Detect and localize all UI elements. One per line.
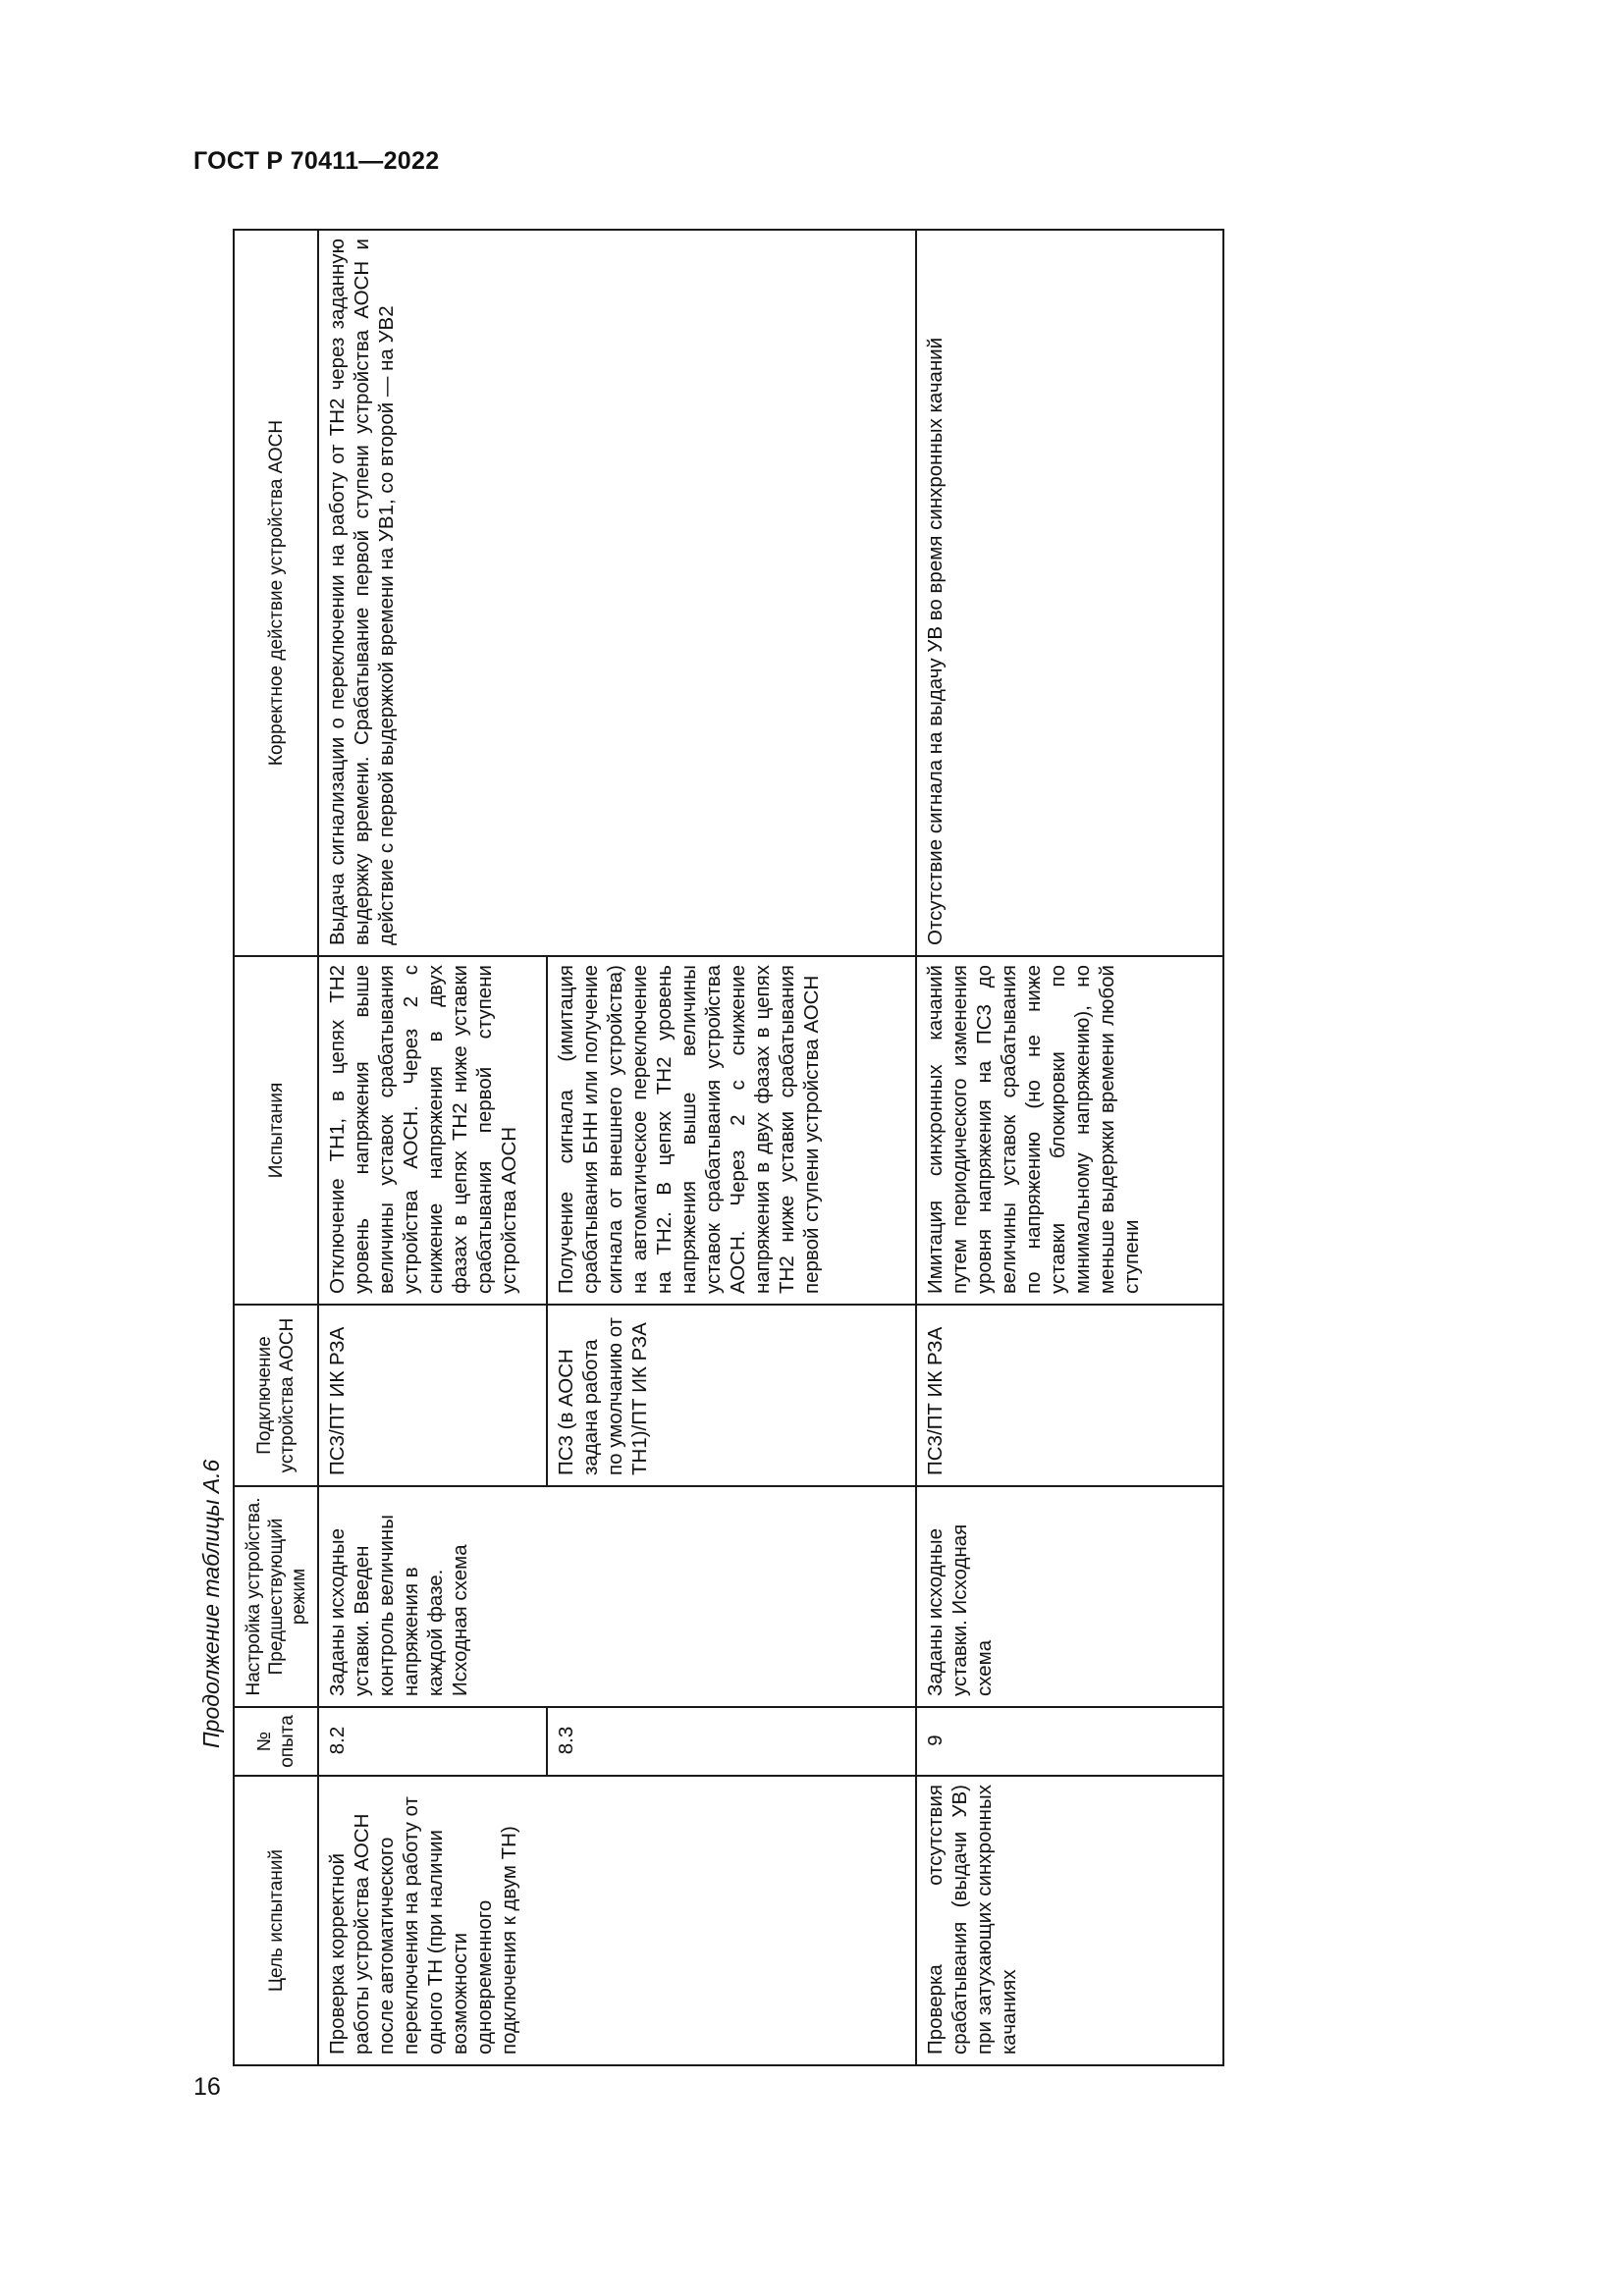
header-connection: Подключение устройства АОСН [234,1305,318,1486]
cell-connection: ПС3/ПТ ИК РЗА [916,1305,1223,1486]
cell-test: Имитация синхронных качаний путем периодического изменения уровня напряжения на ПС3 до величины уставок срабатывания по напряжению (но не ниже уставки блокировки по минимальному напряжению), но меньше выдержки времени любой ступени [916,956,1223,1305]
cell-test: Отключение ТН1, в цепях ТН2 уровень напряжения выше величины уставок срабатывания устройства АОСН. Через 2 с снижение напряжения в двух фазах в цепях ТН2 ниже уставки срабатывания первой ступени устройства АОСН [318,956,547,1305]
cell-setup: Заданы исходные уставки. Введен контроль величины напряжения в каждой фазе. Исходная схема [318,1486,916,1707]
table-row [916,230,1223,2065]
header-setup: Настройка устройства. Предшествующий режим [234,1486,318,1707]
table-row [318,230,547,2065]
cell-connection: ПС3 (в АОСН задана работа по умолчанию от ТН1)/ПТ ИК РЗА [547,1305,916,1486]
cell-number: 8.2 [318,1707,547,1776]
cell-action: Выдача сигнализации о переключении на работу от ТН2 через заданную выдержку времени. Срабатывание первой ступени устройства АОСН и действие с первой выдержкой времени на УВ1, со второй — на УВ2 [318,230,916,956]
cell-goal: Проверка отсутствия срабатывания (выдачи УВ) при затухающих синхронных качаниях [916,1776,1223,2065]
cell-number: 8.3 [547,1707,916,1776]
header-goal: Цель испытаний [234,1776,318,2065]
cell-setup: Заданы исходные уставки. Исходная схема [916,1486,1223,1707]
document-id: ГОСТ Р 70411—2022 [193,147,440,175]
cell-test: Получение сигнала (имитация срабатывания БНН или получение сигнала от внешнего устройства) на автоматическое переключение на ТН2. В цепях ТН2 уровень напряжения выше величины уставок срабатывания устройства АОСН. Через 2 с снижение напряжения в двух фазах в цепях ТН2 ниже уставки срабатывания первой ступени устройства АОСН [547,956,916,1305]
tests-table [233,229,1224,2066]
table-caption: Продолжение таблицы А.6 [198,1459,224,1748]
cell-action: Отсутствие сигнала на выдачу УВ во время синхронных качаний [916,230,1223,956]
header-test: Испытания [234,956,318,1305]
table-header-row [234,230,318,2065]
table-caption-wrapper [194,1444,228,1748]
cell-number: 9 [916,1707,1223,1776]
header-action: Корректное действие устройства АОСН [234,230,318,956]
header-number: № опыта [234,1707,318,1776]
page-number: 16 [193,2073,221,2101]
cell-goal: Проверка корректной работы устройства АОСН после автоматического переключения на работу от одного ТН (при наличии возможности одновременного подключения к двум ТН) [318,1776,916,2065]
rotated-table-wrapper [233,231,1224,2066]
cell-connection: ПС3/ПТ ИК РЗА [318,1305,547,1486]
